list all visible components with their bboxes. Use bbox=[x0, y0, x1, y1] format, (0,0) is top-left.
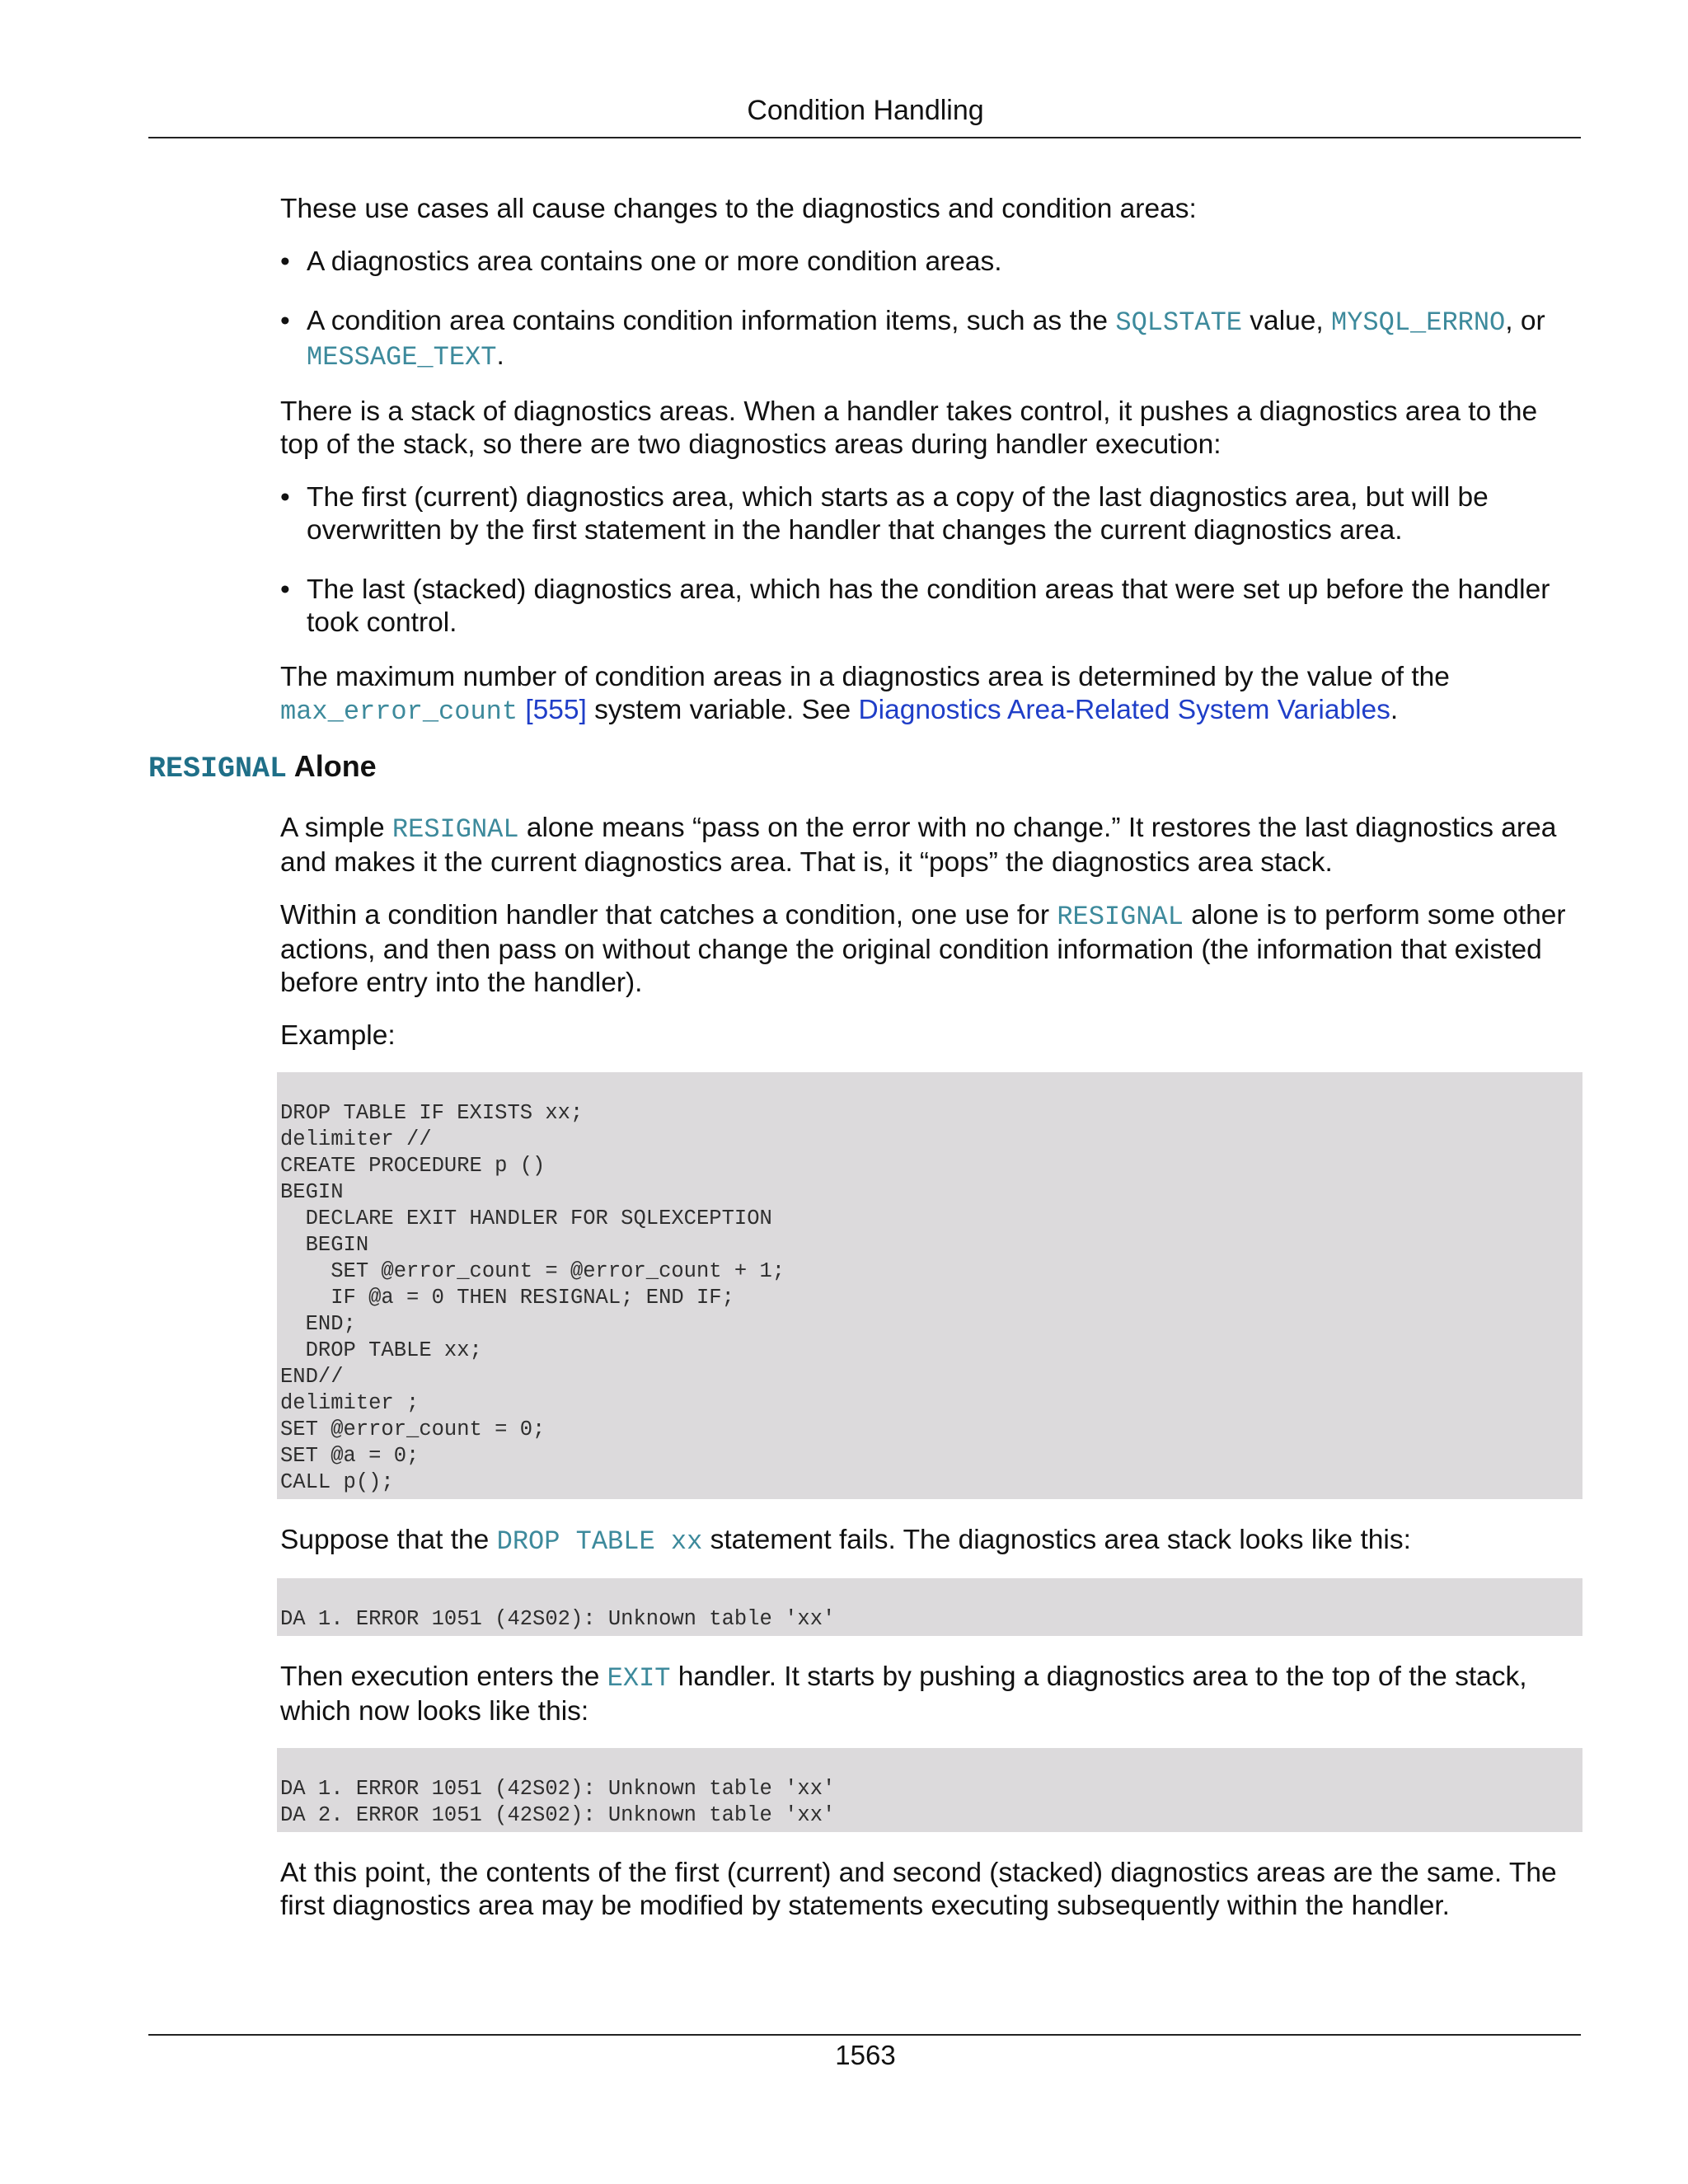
resignal-paragraph bbox=[280, 812, 1582, 879]
paragraph-text: Suppose that the bbox=[280, 1525, 497, 1555]
list-item bbox=[280, 574, 1582, 640]
bullet-text: . bbox=[496, 340, 504, 371]
drop-table-link[interactable]: DROP TABLE xx bbox=[496, 1526, 703, 1557]
bullet-icon: • bbox=[280, 482, 290, 513]
paragraph-text: alone means “pass on the error with no change.” It restores the last diagnostics area and makes it the current diagnostics area. That is, it “pops” the diagnostics area stack. bbox=[280, 813, 1557, 878]
exit-handler-paragraph bbox=[280, 1661, 1582, 1728]
resignal-link[interactable]: RESIGNAL bbox=[1057, 902, 1184, 932]
paragraph-text: . bbox=[1390, 695, 1399, 725]
exit-link[interactable]: EXIT bbox=[607, 1663, 671, 1694]
paragraph-text: alone is to perform some other actions, and then pass on without change the original condition information (the information that existed before entry into the handler). bbox=[280, 900, 1566, 998]
message-text-link[interactable]: MESSAGE_TEXT bbox=[307, 342, 497, 373]
list-item bbox=[280, 305, 1582, 374]
bullet-text: A condition area contains condition information items, such as the bbox=[307, 306, 1116, 336]
intro-paragraph: These use cases all cause changes to the diagnostics and condition areas: bbox=[280, 194, 1197, 224]
footer-rule bbox=[148, 2034, 1581, 2036]
code-block-stack-1: DA 1. ERROR 1051 (42S02): Unknown table 'xx' bbox=[277, 1578, 1582, 1636]
page-header: Condition Handling bbox=[747, 95, 984, 126]
paragraph-text: A simple bbox=[280, 813, 392, 843]
handler-paragraph bbox=[280, 899, 1582, 1000]
paragraph-text: Within a condition handler that catches a condition, one use for bbox=[280, 900, 1057, 930]
bullet-icon: • bbox=[280, 574, 290, 605]
page-content bbox=[148, 193, 1582, 1923]
section-title bbox=[148, 748, 1582, 787]
bullet-icon: • bbox=[280, 246, 290, 277]
page-number: 1563 bbox=[835, 2040, 896, 2070]
bullet-text: A diagnostics area contains one or more condition areas. bbox=[307, 246, 1002, 277]
paragraph-text: The maximum number of condition areas in a diagnostics area is determined by the value of the bbox=[280, 662, 1450, 692]
system-variables-link[interactable]: Diagnostics Area-Related System Variables bbox=[858, 695, 1390, 725]
final-paragraph: At this point, the contents of the first (current) and second (stacked) diagnostics areas are the same. The first diagnostics area may be modified by statements executing subsequently within the handler. bbox=[280, 1858, 1557, 1921]
bullet-text: value, bbox=[1242, 306, 1332, 336]
drop-table-paragraph bbox=[280, 1524, 1582, 1558]
code-block-stack-2: DA 1. ERROR 1051 (42S02): Unknown table 'xx' DA 2. ERROR 1051 (42S02): Unknown table 'xx' bbox=[277, 1748, 1582, 1832]
bullet-text: The first (current) diagnostics area, which starts as a copy of the last diagnostics area, but will be overwritten by the first statement in the handler that changes the current diagnostics area. bbox=[307, 482, 1489, 546]
resignal-link[interactable]: RESIGNAL bbox=[392, 814, 519, 845]
list-item bbox=[280, 481, 1582, 547]
paragraph-text: statement fails. The diagnostics area stack looks like this: bbox=[702, 1525, 1411, 1555]
paragraph-text: Then execution enters the bbox=[280, 1661, 607, 1692]
section-title-text: Alone bbox=[287, 749, 377, 783]
max-count-paragraph bbox=[280, 661, 1582, 729]
section-title-code: RESIGNAL bbox=[148, 752, 288, 785]
bullet-text: The last (stacked) diagnostics area, which has the condition areas that were set up before the handler took control. bbox=[307, 574, 1550, 638]
paragraph-text: system variable. See bbox=[586, 695, 859, 725]
header-rule bbox=[148, 137, 1581, 138]
list-item bbox=[280, 246, 1582, 279]
paragraph-text: handler. It starts by pushing a diagnostics area to the top of the stack, which now looks like this: bbox=[280, 1661, 1527, 1727]
sqlstate-link[interactable]: SQLSTATE bbox=[1115, 307, 1242, 338]
max-error-count-link[interactable]: max_error_count bbox=[280, 696, 518, 727]
bullet-icon: • bbox=[280, 306, 290, 336]
code-block-procedure: DROP TABLE IF EXISTS xx; delimiter // CREATE PROCEDURE p () BEGIN DECLARE EXIT HANDLER FOR SQLEXCEPTION BEGIN SET @error_count = @error_count + 1; IF @a = 0 THEN RESIGNAL; END IF; END; DROP TABLE xx; END// delimiter ; SET @error_count = 0; SET @a = 0; CALL p(); bbox=[277, 1072, 1582, 1499]
page-ref-link[interactable]: [555] bbox=[525, 695, 587, 725]
stack-paragraph: There is a stack of diagnostics areas. When a handler takes control, it pushes a diagnostics area to the top of the stack, so there are two diagnostics areas during handler execution: bbox=[280, 396, 1538, 460]
example-label: Example: bbox=[280, 1020, 396, 1051]
mysql-errno-link[interactable]: MYSQL_ERRNO bbox=[1331, 307, 1506, 338]
bullet-text: , or bbox=[1505, 306, 1545, 336]
